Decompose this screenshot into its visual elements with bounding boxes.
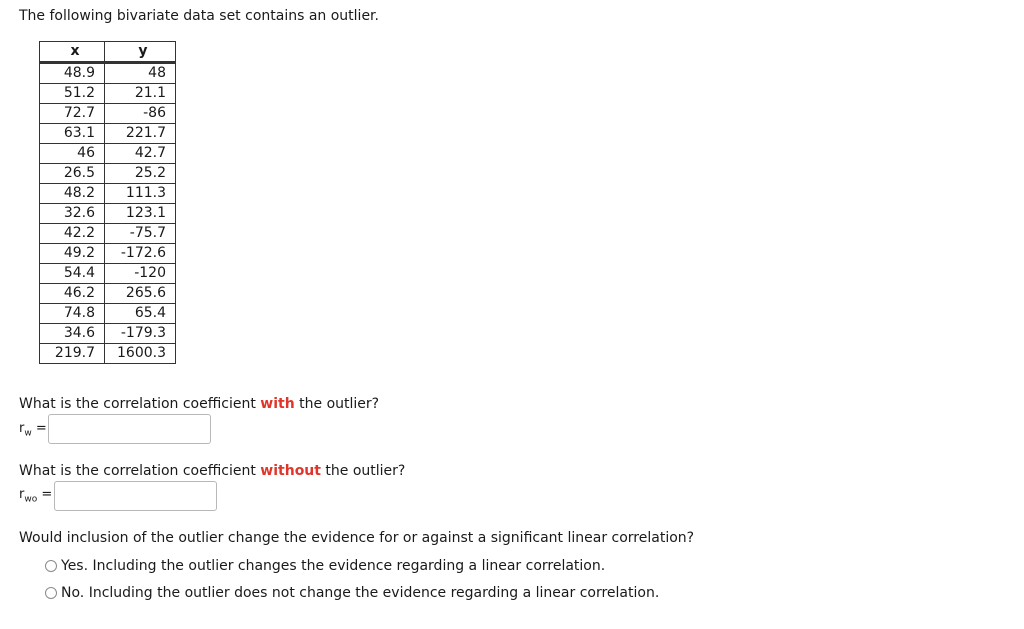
table-row [40,344,176,364]
option-no[interactable] [45,585,659,601]
question-significance: Would inclusion of the outlier change the evidence for or against a significant linear correlation? [19,530,695,546]
emphasis-with: with [260,396,295,412]
cell-y: 42.7 [105,144,176,164]
question-text-start: What is the correlation coefficient [19,463,261,479]
cell-y: 1600.3 [105,344,176,364]
table-row [40,184,176,204]
cell-y: -120 [105,264,176,284]
r-subscript: wo [24,494,38,505]
cell-x: 72.7 [40,104,105,124]
cell-y: 111.3 [105,184,176,204]
cell-y: 265.6 [105,284,176,304]
table-row [40,104,176,124]
question-with-outlier [19,396,379,412]
table-row [40,224,176,244]
cell-x: 46.2 [40,284,105,304]
r-without-input[interactable] [54,481,217,511]
cell-x: 32.6 [40,204,105,224]
r-without-label [19,487,52,505]
cell-x: 46 [40,144,105,164]
table-row [40,264,176,284]
table-row [40,204,176,224]
radio-button-no[interactable] [45,587,57,599]
question-text-end: the outlier? [320,463,406,479]
cell-x: 63.1 [40,124,105,144]
table-row [40,124,176,144]
cell-y: 48 [105,63,176,84]
table-row [40,244,176,264]
r-symbol: r [19,487,25,502]
cell-y: 25.2 [105,164,176,184]
intro-text: The following bivariate data set contains an outlier. [19,8,379,24]
question-text-start: What is the correlation coefficient [19,396,261,412]
r-with-label [19,421,47,439]
cell-y: -179.3 [105,324,176,344]
option-no-label: No. Including the outlier does not change the evidence regarding a linear correlation. [61,585,660,601]
column-header-x: x [40,42,105,63]
table-row [40,84,176,104]
r-symbol: r [19,421,25,436]
question-text-end: the outlier? [294,396,380,412]
option-yes[interactable] [45,558,605,574]
cell-x: 74.8 [40,304,105,324]
r-subscript: w [24,428,32,439]
equals-sign: = [31,421,47,436]
cell-x: 48.2 [40,184,105,204]
emphasis-without: without [260,463,321,479]
cell-y: 123.1 [105,204,176,224]
question-without-outlier [19,463,405,479]
table-row [40,63,176,84]
cell-x: 54.4 [40,264,105,284]
column-header-y: y [105,42,176,63]
cell-x: 42.2 [40,224,105,244]
cell-y: 65.4 [105,304,176,324]
option-yes-label: Yes. Including the outlier changes the evidence regarding a linear correlation. [61,558,606,574]
data-table [39,41,176,364]
table-row [40,304,176,324]
cell-x: 26.5 [40,164,105,184]
cell-y: 21.1 [105,84,176,104]
radio-button-yes[interactable] [45,560,57,572]
table-row [40,324,176,344]
table-row [40,284,176,304]
equals-sign: = [37,487,53,502]
table-header-row [40,42,176,63]
table-row [40,164,176,184]
cell-x: 48.9 [40,63,105,84]
cell-y: -172.6 [105,244,176,264]
cell-x: 49.2 [40,244,105,264]
cell-y: 221.7 [105,124,176,144]
cell-x: 51.2 [40,84,105,104]
table-row [40,144,176,164]
cell-x: 34.6 [40,324,105,344]
cell-y: -86 [105,104,176,124]
cell-y: -75.7 [105,224,176,244]
cell-x: 219.7 [40,344,105,364]
r-with-input[interactable] [48,414,211,444]
